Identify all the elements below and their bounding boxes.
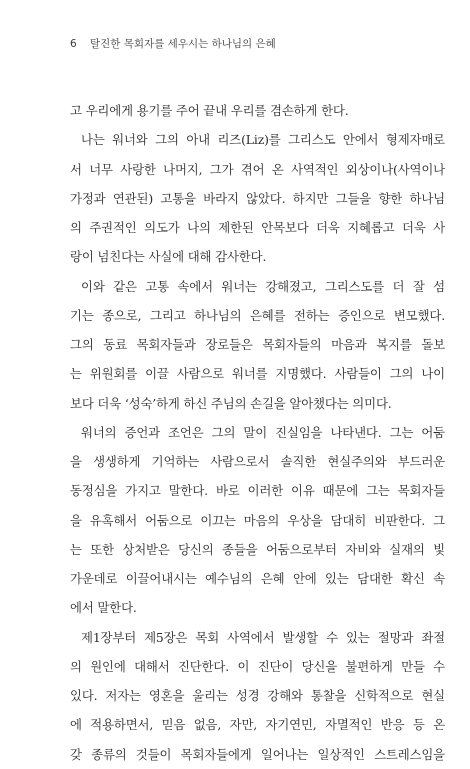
- page-number: 6: [70, 38, 77, 50]
- text-line: 워너의 증언과 조언은 그의 말이 진실임을 나타낸다. 그는 어둠: [81, 424, 445, 440]
- running-header: [70, 36, 450, 52]
- text-line: 그의 동료 목회자들과 장로들은 목회자들의 마음과 복지를 돌보: [70, 337, 445, 352]
- text-line: 는 위원회를 이끌 사람으로 워너를 지명했다. 사람들이 그의 나이: [70, 366, 445, 382]
- text-line: 을 생생하게 기억하는 사람으로서 솔직한 현실주의와 부드러운: [70, 454, 445, 469]
- running-title: 탈진한 목회자를 세우시는 하나님의 은혜: [90, 38, 276, 50]
- text-line: 나는 워너와 그의 아내 리즈(Liz)를 그리스도 안에서 형제자매로: [81, 132, 445, 148]
- text-line: 가운데로 이끌어내시는 예수님의 은혜 안에 있는 담대한 확신 속: [70, 571, 445, 586]
- text-line: 있다. 저자는 영혼을 울리는 성경 강해와 통찰을 신학적으로 현실: [70, 688, 445, 703]
- text-line: 고 우리에게 용기를 주어 끝내 우리를 겸손하게 한다.: [70, 103, 349, 118]
- text-line: 의 주권적인 의도가 나의 제한된 안목보다 더욱 지혜롭고 더욱 사: [70, 220, 445, 235]
- text-line: 기는 종으로, 그리고 하나님의 은혜를 전하는 증인으로 변모했다.: [70, 307, 445, 323]
- body-text: [70, 96, 445, 769]
- text-line: 에 적용하면서, 믿음 없음, 자만, 자기연민, 자멸적인 반응 등 온: [70, 717, 445, 733]
- text-line: 을 유혹해서 어둠으로 이끄는 마음의 우상을 담대히 비판한다. 그: [70, 512, 445, 528]
- text-line: 동정심을 가지고 말한다. 바로 이러한 이유 때문에 그는 목회자들: [70, 483, 445, 499]
- text-line: 제1장부터 제5장은 목회 사역에서 발생할 수 있는 절망과 좌절: [81, 629, 445, 645]
- text-line: 서 너무 사랑한 나머지, 그가 겪어 온 사역적인 외상이나(사역이나: [70, 161, 445, 177]
- text-line: 갖 종류의 것들이 목회자들에게 일어나는 일상적인 스트레스임을: [70, 746, 445, 762]
- text-line: 는 또한 상처받은 당신의 종들을 어둠으로부터 자비와 실재의 빛: [70, 541, 445, 557]
- text-line: 에서 말한다.: [70, 600, 137, 616]
- text-line: 보다 더욱 ‘성숙’하게 하신 주님의 손길을 알아챘다는 의미다.: [70, 395, 392, 411]
- text-line: 가정과 연관된) 고통을 바라지 않았다. 하지만 그들을 향한 하나님: [70, 190, 445, 206]
- text-line: 랑이 넘친다는 사실에 대해 감사한다.: [70, 249, 267, 265]
- text-line: 의 원인에 대해서 진단한다. 이 진단이 당신을 불편하게 만들 수: [70, 658, 445, 674]
- text-line: 이와 같은 고통 속에서 워너는 강해졌고, 그리스도를 더 잘 섬: [81, 278, 445, 294]
